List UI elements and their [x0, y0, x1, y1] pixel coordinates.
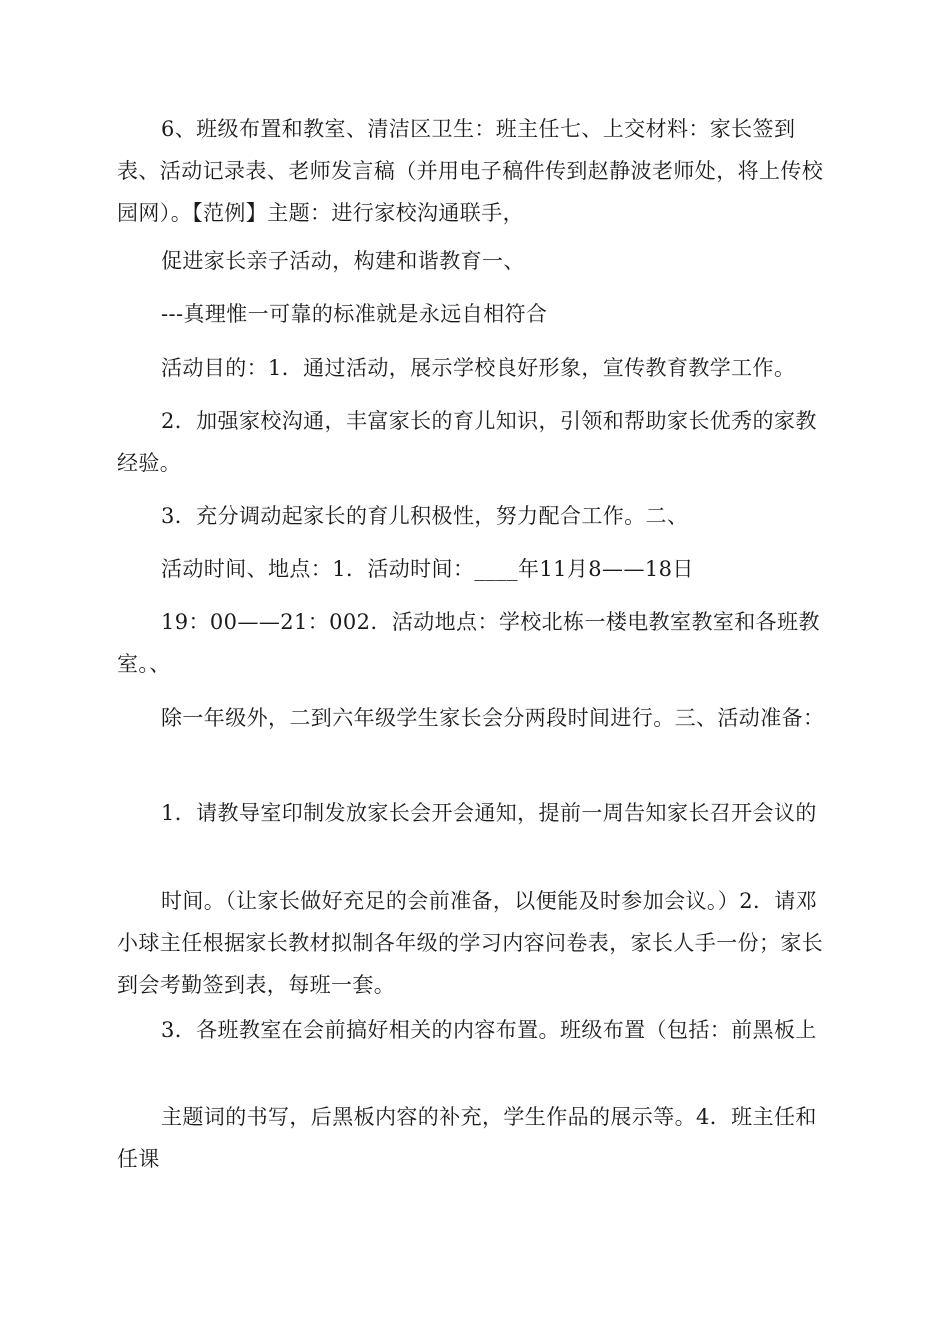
paragraph-activity-time: 活动时间、地点：1．活动时间：____年11月8——18日 — [161, 557, 694, 581]
paragraph-parent-activity: 促进家长亲子活动，构建和谐教育一、 — [161, 249, 525, 273]
paragraph-quote: ---真理惟一可靠的标准就是永远自相符合 — [161, 302, 548, 326]
paragraph-grade-sessions: 除一年级外，二到六年级学生家长会分两段时间进行。三、活动准备： — [161, 706, 825, 730]
paragraph-activity-purpose: 活动目的：1．通过活动，展示学校良好形象，宣传教育教学工作。 — [161, 356, 796, 380]
paragraph-meeting-notice: 1．请教导室印制发放家长会开会通知，提前一周告知家长召开会议的 — [161, 801, 817, 825]
paragraph-classroom-layout: 3．各班教室在会前搞好相关的内容布置。班级布置（包括：前黑板上 — [161, 1018, 817, 1042]
paragraph-blackboard-content: 主题词的书写，后黑板内容的补充，学生作品的展示等。4．班主任和任课 — [117, 1105, 817, 1171]
paragraph-parent-motivation: 3．充分调动起家长的育儿积极性，努力配合工作。二、 — [161, 504, 689, 528]
paragraph-classroom-arrangement: 6、班级布置和教室、清洁区卫生：班主任七、上交材料：家长签到表、活动记录表、老师发言稿（并用电子稿件传到赵静波老师处，将上传校园网）。【范例】主题：进行家校沟通联手， — [117, 117, 824, 225]
paragraph-activity-location: 19：00——21：002．活动地点：学校北栋一楼电教室教室和各班教室。、 — [117, 610, 820, 676]
paragraph-home-school-communication: 2．加强家校沟通，丰富家长的育儿知识，引领和帮助家长优秀的家教经验。 — [117, 409, 817, 475]
paragraph-questionnaire: 时间。（让家长做好充足的会前准备，以便能及时参加会议。）2．请邓小球主任根据家长教材拟制各年级的学习内容问卷表，家长人手一份；家长到会考勤签到表，每班一套。 — [117, 889, 824, 997]
